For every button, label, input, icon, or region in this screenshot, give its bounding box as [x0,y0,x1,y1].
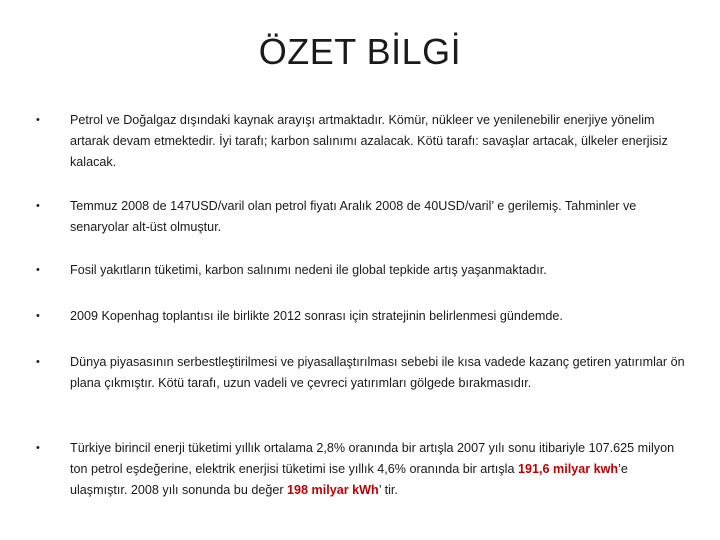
bullet-icon: • [36,356,40,368]
slide-title: ÖZET BİLGİ [258,31,462,72]
bullet-text: Fosil yakıtların tüketimi, karbon salınımı nedeni ile global tepkide artış yaşanmaktadır. [70,263,547,277]
bullet-icon: • [36,442,40,454]
bullet-icon: • [36,114,40,126]
highlight-value-2008: 198 milyar kWh [287,483,379,497]
bullet-text: Petrol ve Doğalgaz dışındaki kaynak arayışı artmaktadır. Kömür, nükleer ve yenilenebilir enerjiye yönelim artarak devam etmektedir. İyi tarafı; karbon salınımı azalacak. Kötü tarafı: savaşlar artacak, ülkeler enerjisiz kalacak. [70,113,668,169]
bullet-icon: • [36,200,40,212]
bullet-icon: • [36,264,40,276]
bullet-text-part: ’e ulaşmıştır. 2008 yılı sonunda bu değer [70,462,628,497]
bullet-text: Dünya piyasasının serbestleştirilmesi ve piyasallaştırılması sebebi ile kısa vadede kazanç getiren yatırımlar ön plana çıkmıştır. Kötü tarafı, uzun vadeli ve çevreci yatırımları gölgede bırakmasıdır. [70,355,685,390]
bullet-icon: • [36,310,40,322]
bullet-text: 2009 Kopenhag toplantısı ile birlikte 2012 sonrası için stratejinin belirlenmesi gündemde. [70,309,563,323]
bullet-text-part: ’ tir. [378,483,398,497]
bullet-text-part: Türkiye birincil enerji tüketimi yıllık ortalama 2,8% oranında bir artışla 2007 yılı sonu itibariyle 107.625 milyon ton petrol eşdeğerine, elektrik enerjisi tüketimi ise yıllık 4,6% oranında bir artışla [70,441,675,476]
bullet-text [70,438,686,501]
highlight-value-2007: 191,6 milyar kwh [518,462,619,476]
bullet-text: Temmuz 2008 de 147USD/varil olan petrol fiyatı Aralık 2008 de 40USD/varil’ e gerilemiş. Tahminler ve senaryolar alt-üst olmuştur. [70,199,637,234]
